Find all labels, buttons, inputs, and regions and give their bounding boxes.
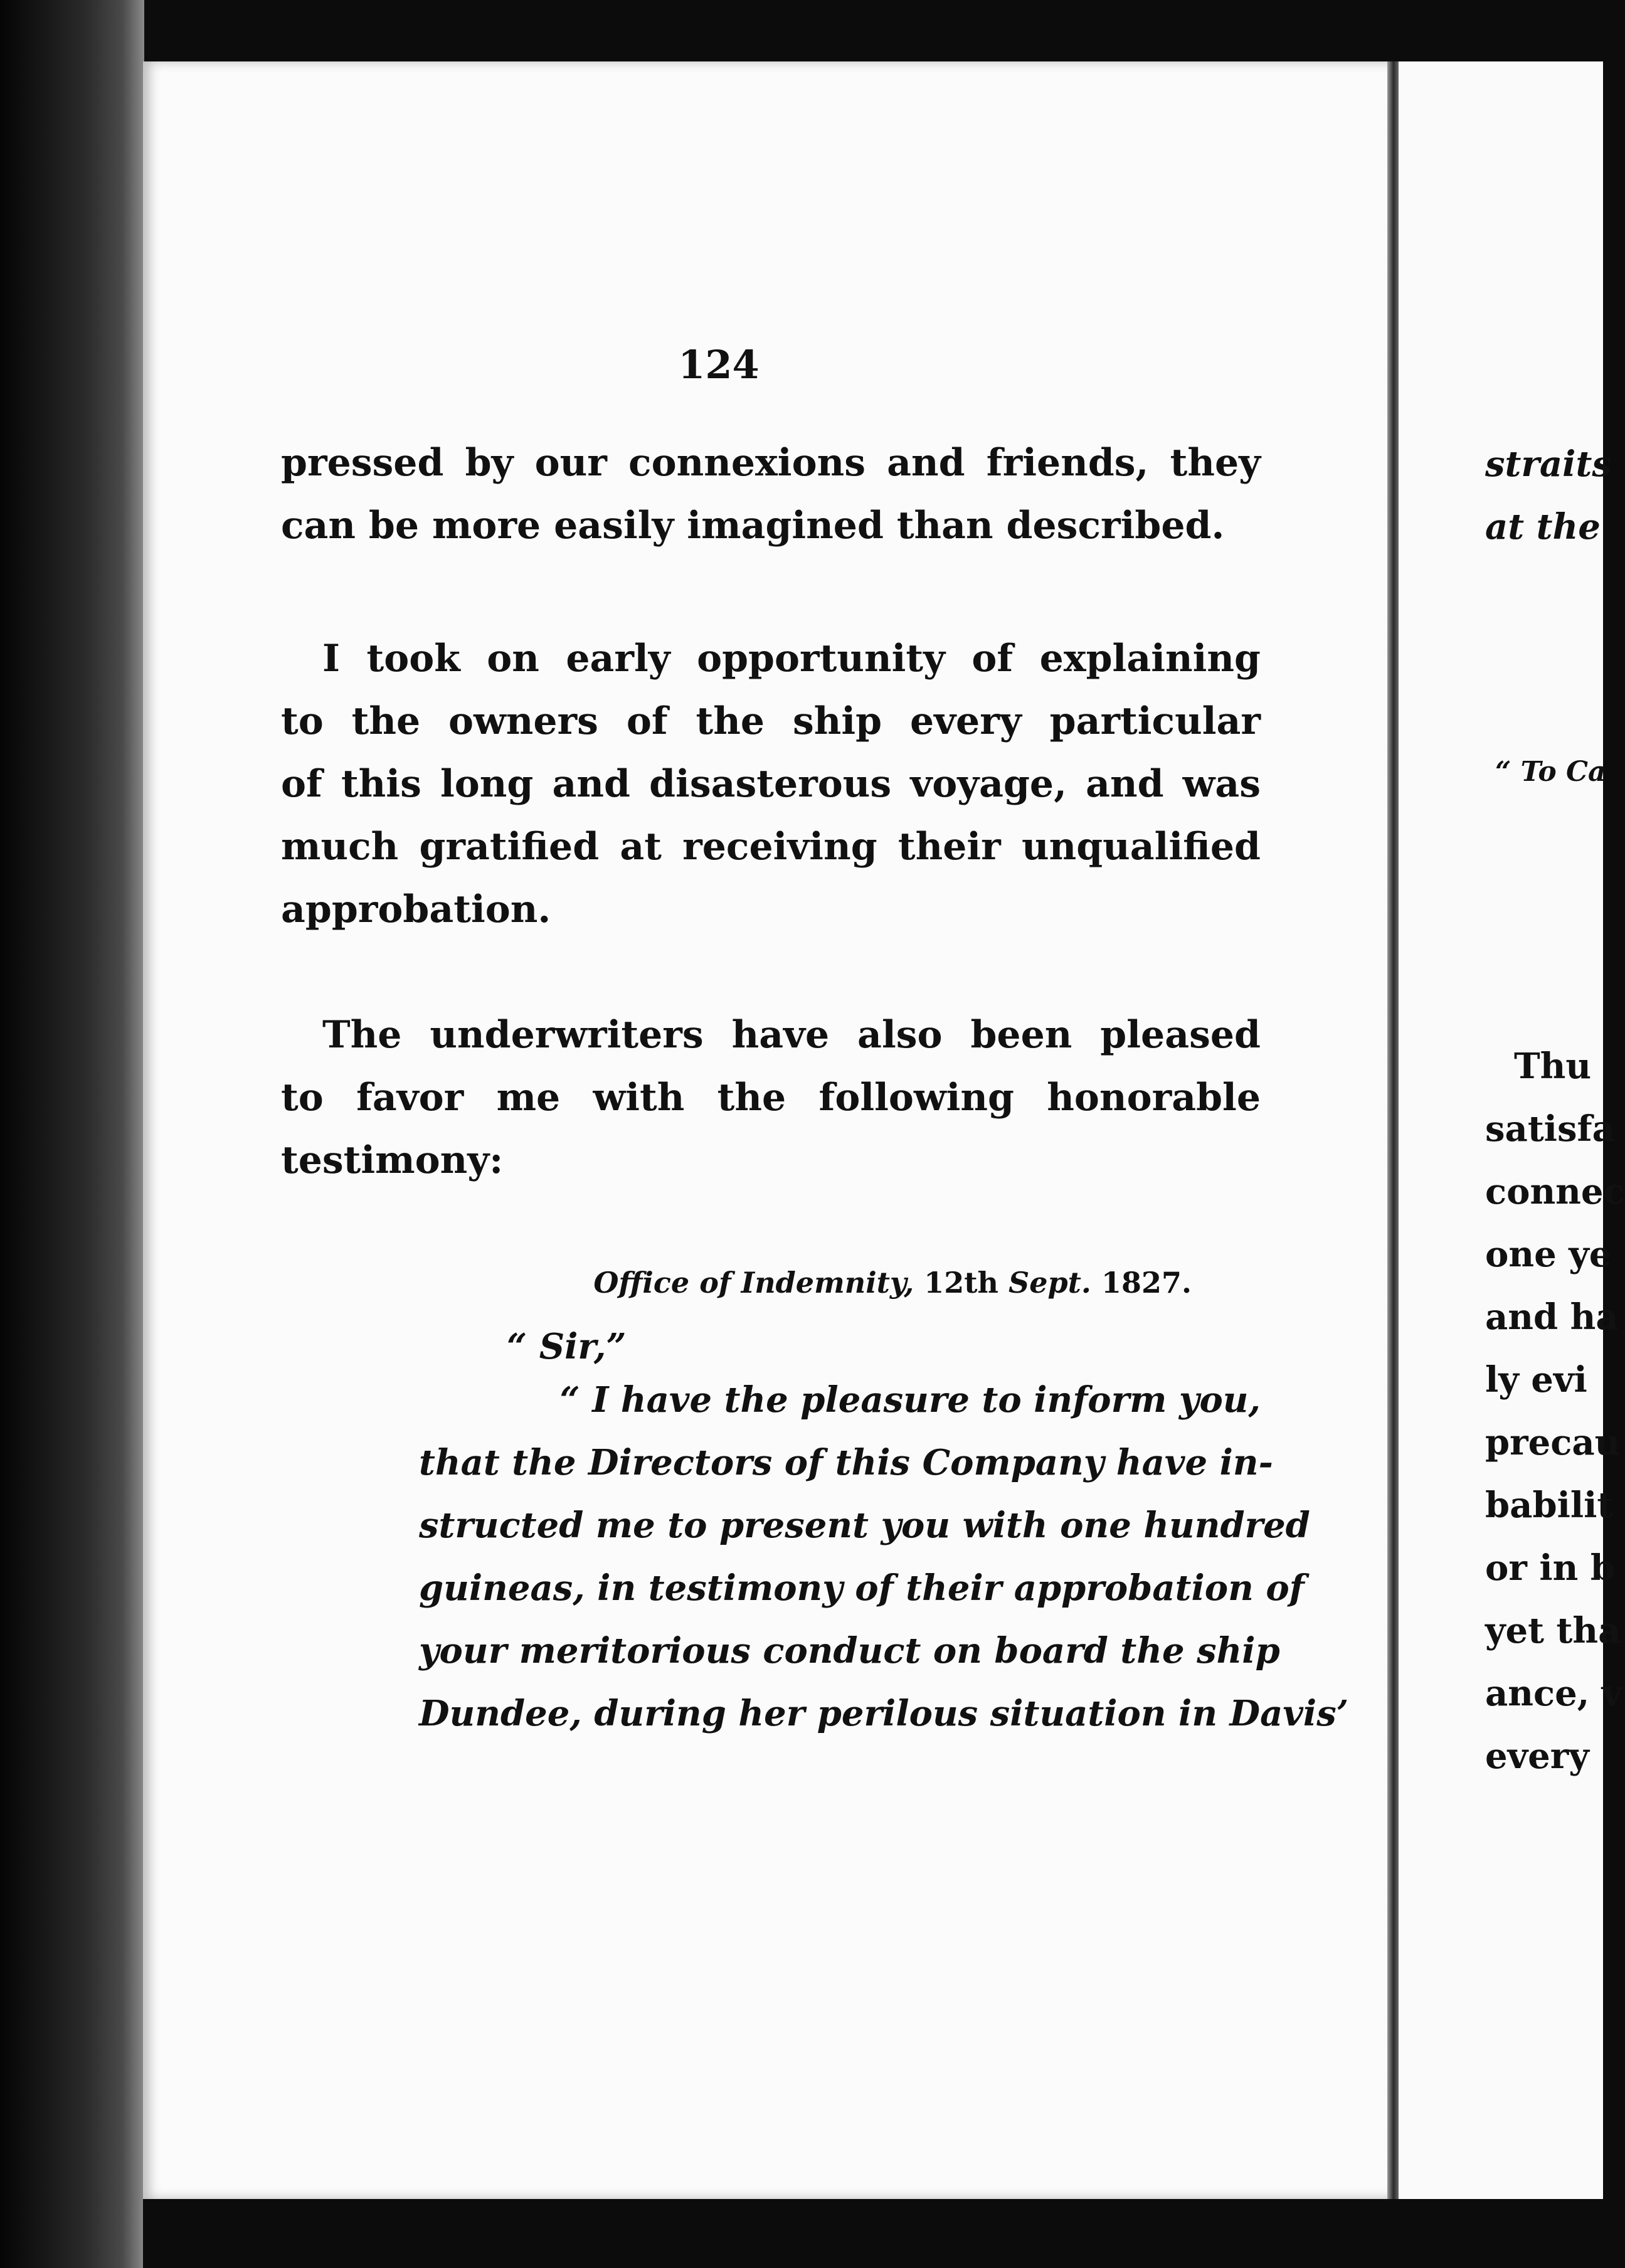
letter-body — [419, 1431, 1349, 1745]
text-line: that the Directors of this Company have in- — [419, 1442, 1273, 1483]
right-page-heading: “ To Ca — [1495, 756, 1606, 788]
text-line: satisfa — [1485, 1108, 1615, 1150]
page-number: 124 — [678, 342, 760, 388]
text-line: structed me to present you with one hundred — [419, 1505, 1310, 1546]
paragraph-2 — [281, 627, 1261, 941]
text-line: one ye — [1485, 1234, 1612, 1275]
text-line: or in b — [1485, 1547, 1615, 1589]
paragraph-1 — [281, 432, 1261, 557]
letter-dateline — [281, 1261, 1192, 1305]
letter-salutation: “ Sir,” — [507, 1326, 627, 1367]
book-gutter — [1387, 61, 1399, 2199]
text-line: babilit — [1485, 1485, 1614, 1526]
text-line: every — [1485, 1735, 1589, 1777]
paragraph-3 — [281, 1004, 1261, 1192]
text-line: much gratified at receiving their unqualified — [281, 825, 1261, 869]
text-line: can be more easily imagined than described. — [281, 504, 1225, 548]
text-line: your meritorious conduct on board the ship — [419, 1630, 1280, 1672]
text-line: of this long and disasterous voyage, and was — [281, 762, 1261, 806]
dateline-year: 1827. — [1101, 1266, 1192, 1300]
text-line: approbation. — [281, 888, 551, 931]
right-page-content — [1399, 0, 1625, 2268]
text-line: testimony: — [281, 1138, 504, 1182]
right-page-top-text — [1485, 433, 1612, 558]
text-line: to the owners of the ship every particular — [281, 699, 1261, 743]
text-line: The underwriters have also been pleased — [322, 1013, 1261, 1057]
letter-opening — [419, 1369, 1261, 1431]
text-line: ly evi — [1485, 1359, 1587, 1401]
text-line: guineas, in testimony of their approbation of — [419, 1567, 1305, 1609]
text-line: ance, v — [1485, 1673, 1622, 1714]
text-line: pressed by our connexions and friends, they — [281, 441, 1261, 485]
dateline-day: 12th — [924, 1266, 998, 1300]
text-line: Dundee, during her perilous situation in Davis’ — [419, 1693, 1349, 1734]
text-line: I took on early opportunity of explaining — [322, 637, 1261, 681]
text-line: connec — [1485, 1171, 1625, 1212]
text-line: at the — [1485, 506, 1601, 548]
text-line: “ I have the pleasure to inform you, — [559, 1379, 1261, 1421]
text-line: precau — [1485, 1422, 1621, 1463]
text-line: to favor me with the following honorable — [281, 1076, 1261, 1120]
dateline-month: Sept. — [1008, 1266, 1091, 1300]
text-line: and ha — [1485, 1296, 1619, 1338]
dateline-office: Office of Indemnity, — [593, 1266, 914, 1300]
right-page-paragraph — [1485, 1035, 1625, 1788]
text-line: straits — [1485, 443, 1612, 485]
text-line: yet tha — [1485, 1610, 1621, 1651]
text-line: Thu — [1514, 1046, 1592, 1087]
